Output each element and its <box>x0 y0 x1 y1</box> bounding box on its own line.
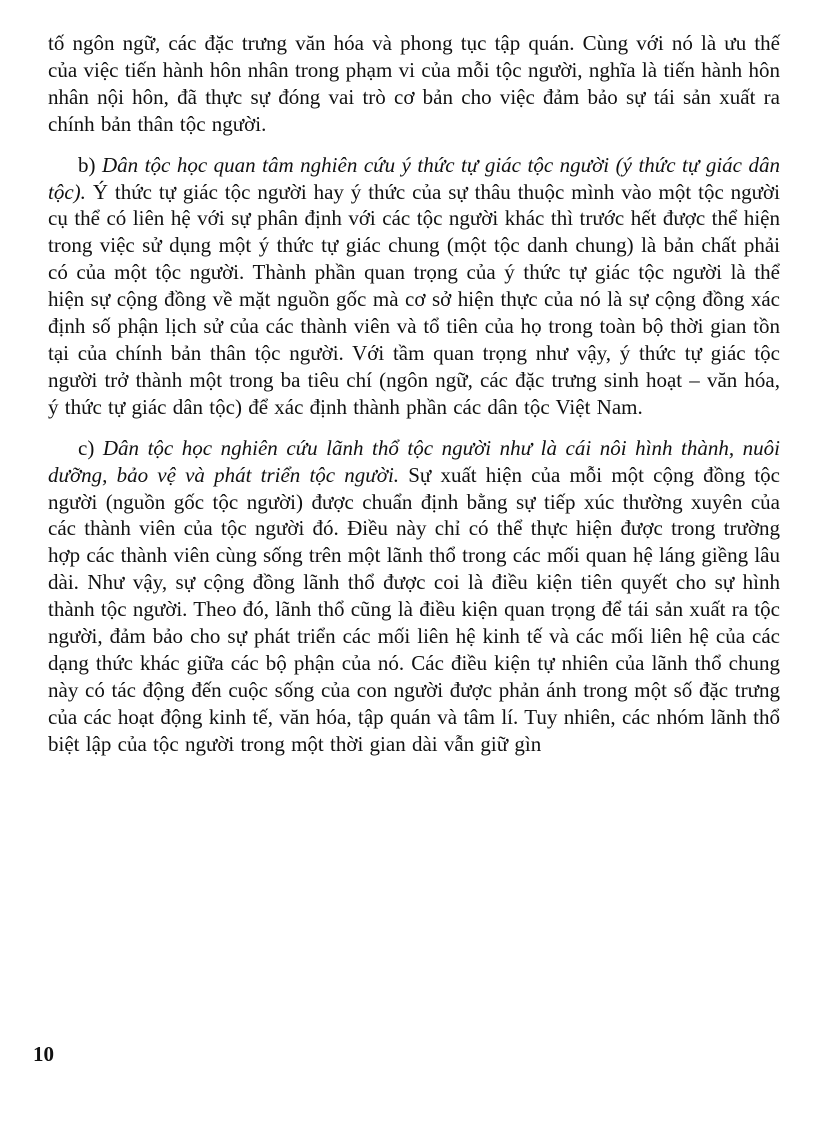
paragraph-label: c) <box>78 435 95 460</box>
paragraph-heading-italic: Dân tộc học nghiên cứu lãnh thổ tộc người như là cái nôi hình thành, nuôi dưỡng, bảo vệ và phát triển tộc người. <box>48 435 780 487</box>
paragraph-heading-italic: Dân tộc học quan tâm nghiên cứu ý thức tự giác tộc người (ý thức tự giác dân tộc). <box>48 152 781 204</box>
paragraph-text: Ý thức tự giác tộc người hay ý thức của sự thâu thuộc mình vào một tộc người cụ thể có liên hệ với sự phân định với các tộc người khác thì trước hết được thể hiện trong việc sử dụng một ý thức tự giác chung (một tộc danh chung) là bản chất phải có của một tộc người. Thành phần quan trọng của ý thức tự giác tộc người là thể hiện sự cộng đồng về mặt nguồn gốc mà cơ sở hiện thực của nó là sự cộng đồng xác định số phận lịch sử của các thành viên và tổ tiên của họ trong toàn bộ thời gian tồn tại của chính bản thân tộc người. Với tầm quan trọng như vậy, ý thức tự giác tộc người trở thành một trong ba tiêu chí (ngôn ngữ, các đặc trưng sinh hoạt – văn hóa, ý thức tự giác dân tộc) để xác định thành phần các dân tộc Việt Nam. <box>48 179 781 419</box>
paragraph-c <box>48 435 780 758</box>
paragraph-label: b) <box>78 152 96 177</box>
paragraph-text: tố ngôn ngữ, các đặc trưng văn hóa và phong tục tập quán. Cùng với nó là ưu thế của việc tiến hành hôn nhân trong phạm vi của mỗi tộc người, nghĩa là tiến hành hôn nhân nội hôn, đã thực sự đóng vai trò cơ bản cho việc đảm bảo sự tái sản xuất ra chính bản thân tộc người. <box>48 31 780 136</box>
page-number: 10 <box>33 1042 54 1066</box>
paragraph-b <box>48 152 780 421</box>
paragraph-continuation <box>48 30 780 138</box>
paragraph-text: Sự xuất hiện của mỗi một cộng đồng tộc người (nguồn gốc tộc người) được chuẩn định bằng sự tiếp xúc thường xuyên của các thành viên của tộc người đó. Điều này chỉ có thể thực hiện được trong trường hợp các thành viên cùng sống trên một lãnh thổ trong các mối quan hệ láng giềng lâu dài. Như vậy, sự cộng đồng lãnh thổ được coi là điều kiện tiên quyết cho sự hình thành tộc người. Theo đó, lãnh thổ cũng là điều kiện quan trọng để tái sản xuất ra tộc người, đảm bảo cho sự phát triển các mối liên hệ kinh tế và các mối liên hệ của các dạng thức khác giữa các bộ phận của nó. Các điều kiện tự nhiên của lãnh thổ chung này có tác động đến cuộc sống của con người được phản ánh trong một số đặc trưng của các hoạt động kinh tế, văn hóa, tập quán và tâm lí. Tuy nhiên, các nhóm lãnh thổ biệt lập của tộc người trong một thời gian dài vẫn giữ gìn <box>48 462 781 756</box>
page-body <box>48 30 780 758</box>
